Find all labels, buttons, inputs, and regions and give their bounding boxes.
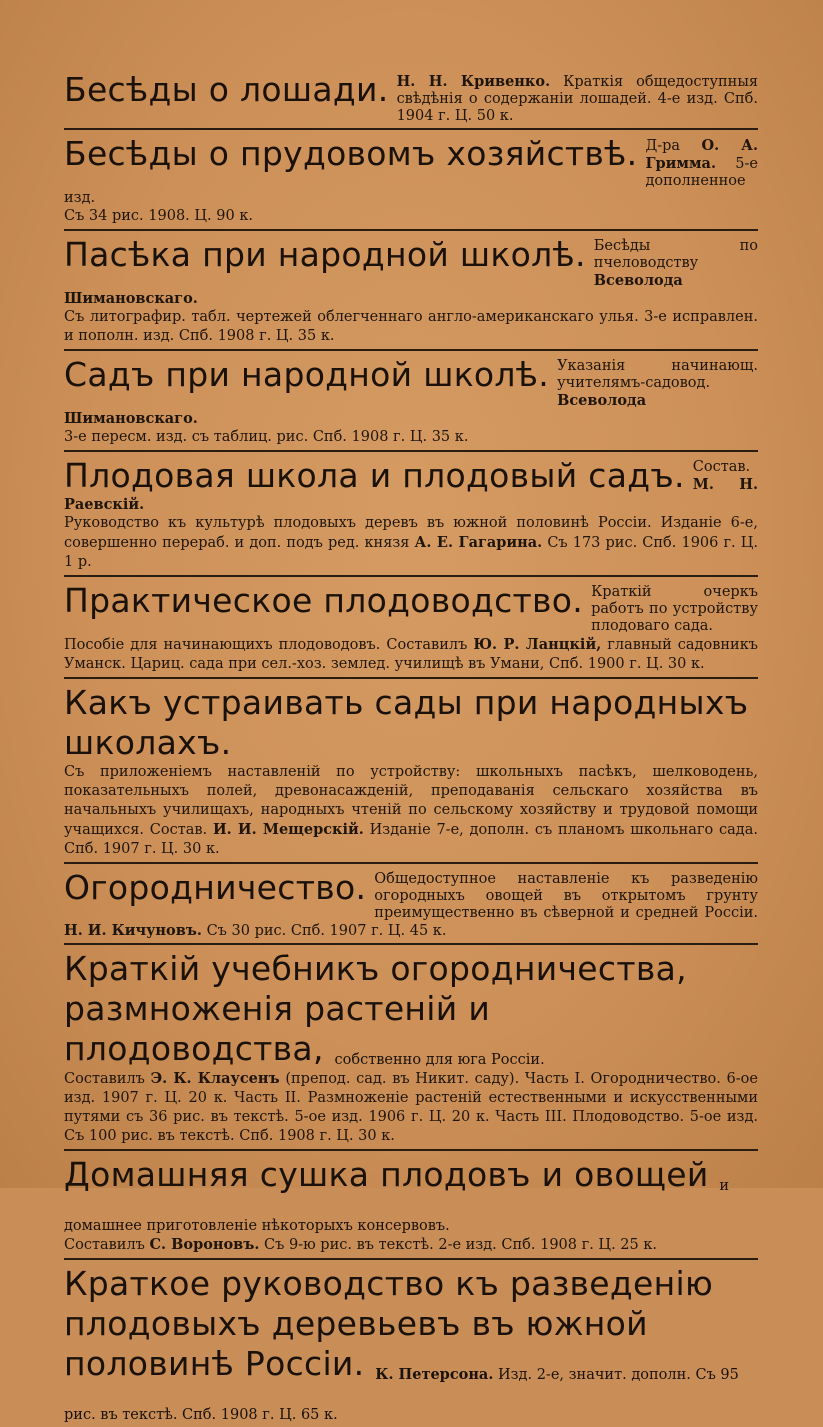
book-title: Краткое руководство къ разведенію плодовыхъ деревьевъ въ южной половинѣ Россіи. К. Петерсона. Изд. 2-е, значит. дополн. Съ 95 рис. въ текстѣ. Спб. 1908 г. Ц. 65 к. (64, 1264, 739, 1423)
book-author: К. Петерсона. (375, 1366, 494, 1383)
book-author: Всеволода Шимановскаго. (64, 272, 683, 307)
book-entry (64, 1149, 758, 1258)
book-title: Краткій учебникъ огородничества, размноженія растеній и плодоводства, собственно для юга Россіи. (64, 949, 687, 1068)
book-author: С. Вороновъ. (149, 1236, 260, 1253)
book-description: Бесѣды по пчеловодству Всеволода Шимановскаго. (64, 238, 758, 307)
book-details: Руководство къ культурѣ плодовыхъ деревъ въ южной половинѣ Россіи. Изданіе 6-е, совершенно перераб. и доп. подъ ред. князя А. Е. Гагарина. Съ 173 рис. Спб. 1906 г. Ц. 1 р. (64, 515, 759, 570)
book-details: Составилъ С. Вороновъ. Съ 9-ю рис. въ текстѣ. 2-е изд. Спб. 1908 г. Ц. 25 к. (64, 1236, 658, 1253)
book-details: Съ 34 рис. 1908. Ц. 90 к. (64, 208, 253, 224)
book-author: О. А. Гримма. (645, 137, 758, 172)
book-author: Н. И. Кичуновъ. (64, 922, 202, 939)
book-entry (64, 677, 758, 862)
book-entry (64, 349, 758, 450)
book-list (64, 66, 758, 1427)
book-title: Практическое плодоводство. (64, 581, 584, 620)
book-author: Э. К. Клаусенъ (150, 1070, 280, 1087)
book-title: Бесѣды о лошади. (64, 70, 389, 109)
book-entry (64, 1258, 758, 1427)
book-details: К. Петерсона. Изд. 2-е, значит. дополн. Съ 95 рис. въ текстѣ. Спб. 1908 г. Ц. 65 к. (64, 1366, 739, 1423)
book-title: Какъ устраивать сады при народныхъ школахъ. (64, 683, 749, 762)
book-entry (64, 575, 758, 677)
book-entry (64, 229, 758, 349)
book-description: Указанія начинающ. учителямъ-садовод. Всеволода Шимановскаго. (64, 358, 758, 427)
book-entry (64, 943, 758, 1149)
book-details: Съ литографир. табл. чертежей облегченнаго англо-американскаго улья. 3-е исправлен. и пополн. изд. Спб. 1908 г. Ц. 35 к. (64, 309, 758, 344)
book-details: Съ приложеніемъ наставленій по устройству: школьныхъ пасѣкъ, шелководень, показательныхъ полей, древонасажденій, преподаванія сельскаго хозяйства въ начальныхъ училищахъ, народныхъ чтеній по сельскому хозяйству и трудовой помощи учащихся. Состав. И. И. Мещерскій. Изданіе 7-е, дополн. съ планомъ школьнаго сада. Спб. 1907 г. Ц. 30 к. (64, 764, 758, 857)
book-author: Всеволода Шимановскаго. (64, 392, 647, 427)
book-author: Н. Н. Кривенко. (396, 73, 551, 90)
book-details: 3-е пересм. изд. съ таблиц. рис. Спб. 1908 г. Ц. 35 к. (64, 429, 469, 445)
book-subtitle: и домашнее приготовленіе нѣкоторыхъ консервовъ. (64, 1178, 730, 1234)
book-title: Садъ при народной школѣ. (64, 355, 550, 394)
book-description: Состав. М. Н. Раевскій. (64, 459, 758, 513)
book-author: М. Н. Раевскій. (64, 476, 758, 513)
book-subtitle: собственно для юга Россіи. (334, 1052, 545, 1068)
book-entry (64, 450, 758, 575)
book-title: Бесѣды о прудовомъ хозяйствѣ. (64, 134, 638, 173)
book-editor: А. Е. Гагарина. (414, 534, 543, 551)
book-entry (64, 128, 758, 229)
book-entry (64, 66, 758, 128)
book-description: Общедоступное наставленіе къ разведенію огородныхъ овощей въ открытомъ грунту преимущественно въ сѣверной и средней Россіи. Н. И. Кичуновъ. Съ 30 рис. Спб. 1907 г. Ц. 45 к. (64, 871, 758, 939)
book-title: Огородничество. (64, 868, 367, 907)
book-title: Плодовая школа и плодовый садъ. (64, 456, 685, 495)
book-author: Ю. Р. Ланцкій, (473, 636, 602, 653)
book-title: Домашняя сушка плодовъ и овощей и домашнее приготовленіе нѣкоторыхъ консервовъ. (64, 1155, 730, 1234)
book-description: Д-ра О. А. Гримма. 5-е дополненное изд. (64, 137, 758, 206)
book-description: Краткій очеркъ работъ по устройству плодоваго сада. (591, 584, 758, 634)
book-entry (64, 862, 758, 943)
book-description: Н. Н. Кривенко. Краткія общедоступныя свѣдѣнія о содержаніи лошадей. 4-е изд. Спб. 1904 г. Ц. 50 к. (396, 73, 759, 124)
book-details: Составилъ Э. К. Клаусенъ (препод. сад. въ Никит. саду). Часть I. Огородничество. 6-ое изд. 1907 г. Ц. 20 к. Часть II. Размноженіе растеній естественными и искусственными путями съ 36 рис. въ текстѣ. 5-ое изд. 1906 г. Ц. 20 к. Часть III. Плодоводство. 5-ое изд. Съ 100 рис. въ текстѣ. Спб. 1908 г. Ц. 30 к. (64, 1070, 758, 1144)
book-title: Пасѣка при народной школѣ. (64, 235, 586, 274)
book-details: Пособіе для начинающихъ плодоводовъ. Составилъ Ю. Р. Ланцкій, главный садовникъ Уманск. Цариц. сада при сел.-хоз. землед. училищѣ въ Умани, Спб. 1900 г. Ц. 30 к. (64, 636, 758, 672)
book-author: И. И. Мещерскій. (212, 821, 364, 838)
